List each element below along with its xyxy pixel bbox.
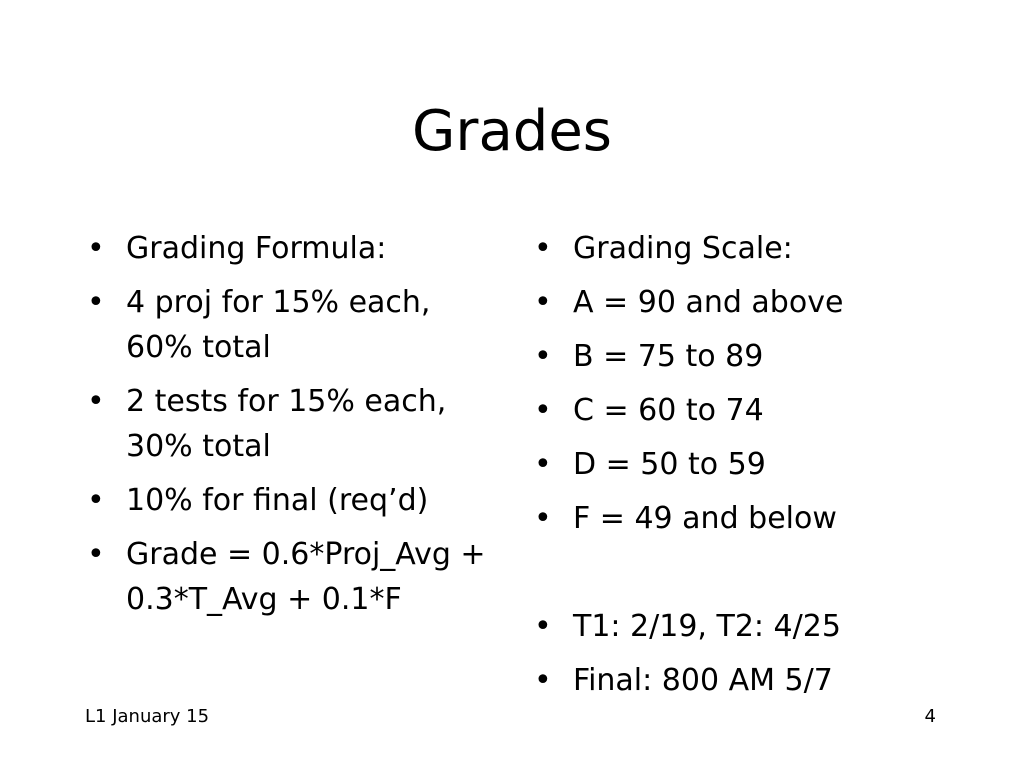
bullet-icon: • [534, 393, 552, 428]
list-item-text: 10% for final (req’d) [126, 483, 429, 518]
footer-date: L1 January 15 [85, 706, 210, 727]
grading-scale-list [531, 226, 971, 712]
bullet-icon: • [87, 537, 105, 572]
list-item-text: B = 75 to 89 [573, 339, 764, 374]
list-item [84, 280, 504, 370]
list-item-text: C = 60 to 74 [573, 393, 764, 428]
bullet-icon: • [87, 231, 105, 266]
bullet-icon: • [87, 285, 105, 320]
grading-formula-list [84, 226, 504, 631]
bullet-icon: • [534, 447, 552, 482]
bullet-icon: • [87, 384, 105, 419]
list-item-text: Grade = 0.6*Proj_Avg + 0.3*T_Avg + 0.1*F [126, 537, 486, 617]
list-item-text: Final: 800 AM 5/7 [573, 663, 833, 698]
list-item [84, 478, 504, 523]
list-item [84, 379, 504, 469]
list-item-text: Grading Scale: [573, 231, 793, 266]
slide-title: Grades [412, 99, 612, 164]
list-item [531, 280, 971, 325]
list-spacer [531, 550, 971, 595]
list-item-text: T1: 2/19, T2: 4/25 [573, 609, 841, 644]
bullet-icon: • [534, 609, 552, 644]
bullet-icon: • [534, 285, 552, 320]
bullet-icon: • [87, 483, 105, 518]
list-item [84, 226, 504, 271]
list-item [531, 496, 971, 541]
list-item-text: 4 proj for 15% each, 60% total [126, 285, 431, 365]
page-number: 4 [924, 706, 936, 727]
list-item [531, 658, 971, 703]
list-item-text: F = 49 and below [573, 501, 837, 536]
bullet-icon: • [534, 663, 552, 698]
bullet-icon: • [534, 501, 552, 536]
list-item-text: Grading Formula: [126, 231, 387, 266]
list-item-text: 2 tests for 15% each, 30% total [126, 384, 447, 464]
list-item [531, 226, 971, 271]
list-item-text: D = 50 to 59 [573, 447, 766, 482]
list-item [531, 442, 971, 487]
list-item [531, 388, 971, 433]
list-item-text: A = 90 and above [573, 285, 844, 320]
list-item [531, 604, 971, 649]
bullet-icon: • [534, 231, 552, 266]
bullet-icon: • [534, 339, 552, 374]
list-item [531, 334, 971, 379]
list-item [84, 532, 504, 622]
